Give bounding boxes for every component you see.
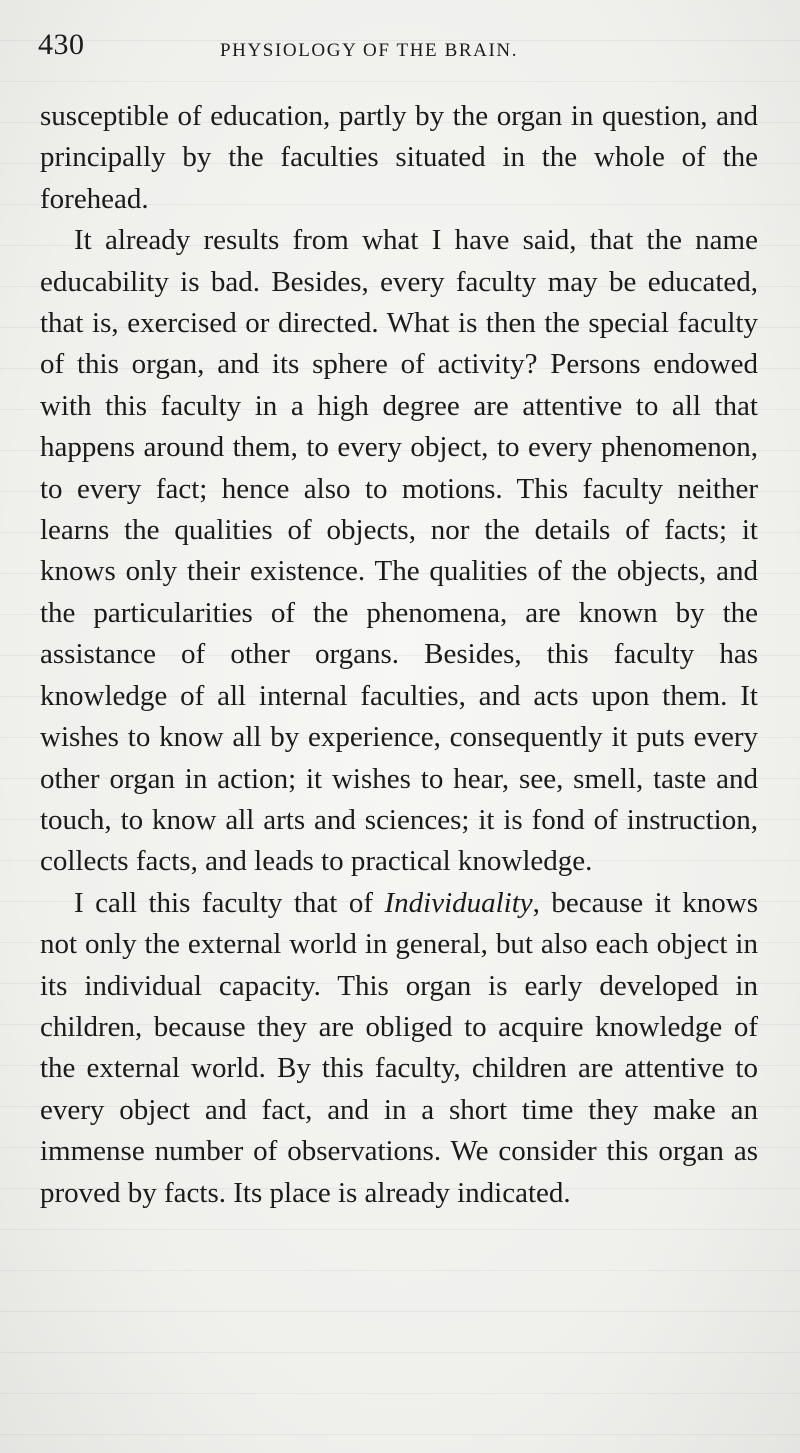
emphasized-term: Individuality: [384, 886, 533, 919]
body-text: [40, 96, 758, 1214]
running-head: PHYSIOLOGY OF THE BRAIN.: [220, 40, 519, 61]
paragraph-continued: susceptible of education, partly by the organ in question, and principally by the faculties situated in the whole of the forehead.: [40, 100, 758, 215]
page-number: 430: [38, 28, 85, 61]
paragraph-individuality: [40, 883, 758, 1214]
paragraph-educability: It already results from what I have said, that the name educability is bad. Besides, every faculty may be educated, that is, exercised or directed. What is then the special faculty of this organ, and its sphere of activity? Persons endowed with this faculty in a high degree are attentive to all that happens around them, to every object, to every phenomenon, to every fact; hence also to motions. This faculty neither learns the qualities of objects, nor the details of facts; it knows only their existence. The qualities of the objects, and the particularities of the phenomena, are known by the assistance of other organs. Besides, this faculty has knowledge of all internal faculties, and acts upon them. It wishes to know all by experience, consequently it puts every other organ in action; it wishes to hear, see, smell, taste and touch, to know all arts and sciences; it is fond of instruction, collects facts, and leads to practical knowledge.: [40, 224, 758, 878]
paragraph-individuality-lead: I call this faculty that of: [74, 886, 385, 919]
page-header: [38, 28, 760, 68]
paragraph-individuality-rest: , because it knows not only the external world in general, but also each object in its individual capacity. This organ is early developed in children, because they are obliged to acquire knowledge of the external world. By this faculty, children are attentive to every object and fact, and in a short time they make an immense number of observations. We consider this organ as proved by facts. Its place is already indicated.: [40, 886, 758, 1209]
